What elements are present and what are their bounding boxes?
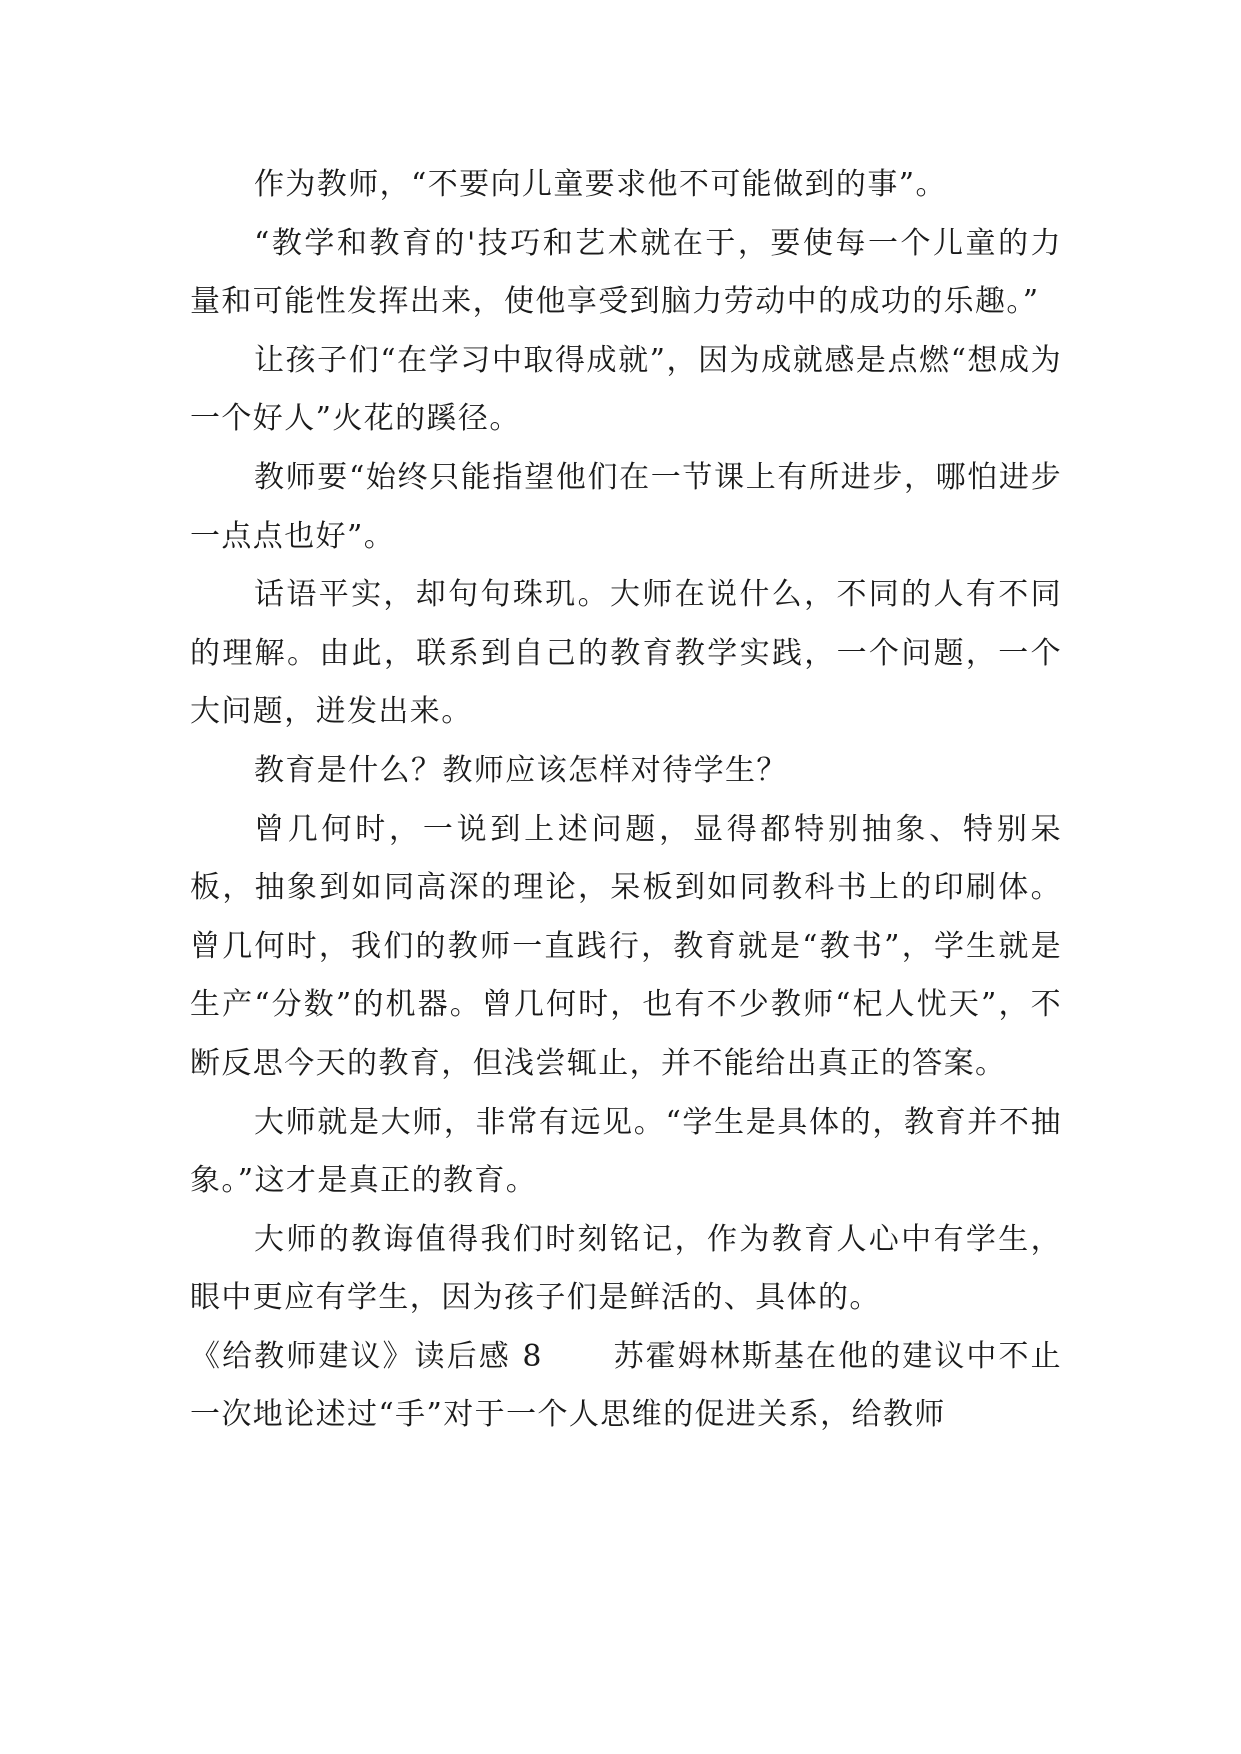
paragraph-6: 教育是什么？教师应该怎样对待学生？ [254,752,788,788]
paragraph-5: 话语平实，却句句珠玑。大师在说什么，不同的人有不同的理解。由此，联系到自己的教育教学实践，一个问题，一个大问题，迸发出来。 [190,577,1062,730]
document-body [190,156,1062,1445]
paragraph-3: 让孩子们“在学习中取得成就”，因为成就感是点燃“想成为一个好人”火花的蹊径。 [190,342,1062,437]
paragraph-4: 教师要“始终只能指望他们在一节课上有所进步，哪怕进步一点点也好”。 [190,459,1062,554]
paragraph-9: 大师的教诲值得我们时刻铭记，作为教育人心中有学生，眼中更应有学生，因为孩子们是鲜活的、具体的。 [190,1221,1062,1316]
section-text: 苏霍姆林斯基在他的建议中不止一次地论述过“手”对于一个人思维的促进关系，给教师 [190,1338,1062,1433]
paragraph-2: “教学和教育的'技巧和艺术就在于，要使每一个儿童的力量和可能性发挥出来，使他享受到脑力劳动中的成功的乐趣。” [190,225,1062,320]
paragraph-8: 大师就是大师，非常有远见。“学生是具体的，教育并不抽象。”这才是真正的教育。 [190,1104,1062,1199]
section-title: 《给教师建议》读后感 8 [190,1338,543,1374]
paragraph-7: 曾几何时，一说到上述问题，显得都特别抽象、特别呆板，抽象到如同高深的理论，呆板到如同教科书上的印刷体。曾几何时，我们的教师一直践行，教育就是“教书”，学生就是生产“分数”的机器。曾几何时，也有不少教师“杞人忧天”，不断反思今天的教育，但浅尝辄止，并不能给出真正的答案。 [190,811,1062,1081]
paragraph-1: 作为教师，“不要向儿童要求他不可能做到的事”。 [254,167,947,202]
section-paragraph [190,1328,1062,1445]
